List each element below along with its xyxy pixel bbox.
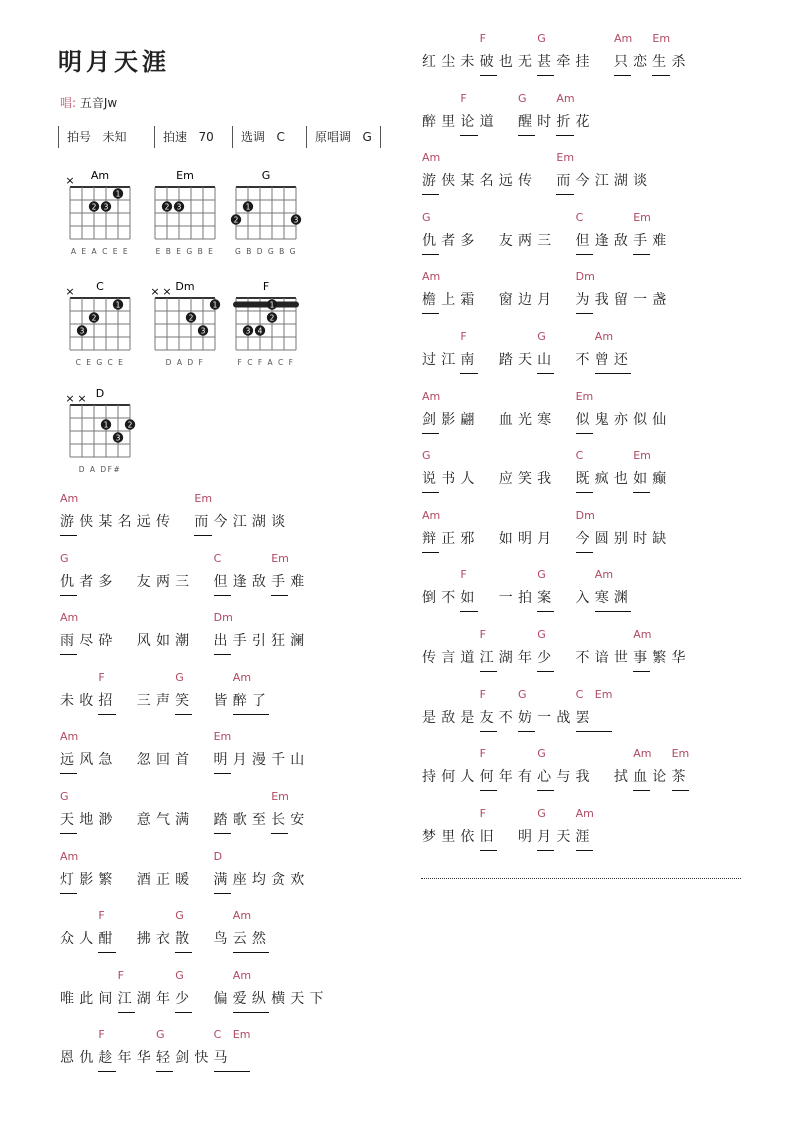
chord-underline [633, 790, 650, 791]
chord-underline [537, 671, 554, 672]
lyric-line [60, 848, 480, 908]
lyric-text: 是 敌 是 友 不 妨 一 战 罢 [422, 709, 590, 726]
chord-label: Am [60, 849, 79, 863]
finger-number: 1 [245, 202, 251, 212]
chord-label: C [213, 1028, 222, 1042]
chord-underline [480, 671, 497, 672]
chord-underline [214, 833, 231, 834]
chord-label: Am [60, 611, 79, 625]
chord-label: Em [575, 389, 594, 403]
chord-label: G [537, 32, 546, 45]
chord-label: Am [614, 32, 633, 45]
lyric-line [422, 30, 800, 90]
chord-label: Am [232, 909, 252, 923]
finger-number: 3 [245, 326, 251, 336]
chord-underline [537, 611, 554, 612]
lyric-line [422, 686, 800, 746]
chord-label: G [537, 747, 546, 761]
chord-label: G [156, 1028, 165, 1042]
finger-number: 3 [176, 202, 182, 212]
chord-underline [576, 552, 593, 553]
lyric-text: 醉 里 论 道 醒 时 折 花 [422, 113, 590, 130]
barre-icon [233, 302, 299, 308]
chord-diagram-g [226, 165, 316, 265]
finger-number: 2 [269, 313, 275, 323]
chord-label: C [575, 210, 584, 224]
lyric-text: 剑 影 翩 血 光 寒 似 鬼 亦 似 仙 [422, 411, 667, 428]
finger-number: 1 [269, 300, 275, 310]
chord-label: Em [633, 449, 651, 463]
chord-label: Em [556, 151, 575, 165]
chord-underline [214, 1071, 250, 1072]
string-notes: E B E G B E [155, 247, 215, 256]
lyric-text: 远 风 急 忽 回 首 明 月 漫 千 山 [60, 752, 305, 769]
chord-label: Am [60, 492, 79, 505]
chord-underline [460, 611, 477, 612]
chord-underline [156, 1071, 173, 1072]
chord-label: G [422, 449, 431, 463]
chord-name: G [261, 169, 271, 182]
chord-label: D [213, 849, 223, 863]
lyric-text: 持 何 人 何 年 有 心 与 我 拭 血 论 茶 [422, 769, 686, 786]
chord-diagram-dm [145, 276, 235, 376]
chord-label: F [460, 568, 467, 582]
chord-label: C [575, 687, 584, 701]
chord-label: Am [232, 670, 252, 684]
chord-underline [60, 595, 77, 596]
lyric-text: 游 侠 某 名 远 传 而 今 江 湖 谈 [60, 514, 286, 530]
finger-number: 2 [164, 202, 170, 212]
chord-underline [614, 75, 631, 76]
chord-name: D [95, 387, 105, 400]
chord-underline [576, 433, 593, 434]
chord-label: C [575, 449, 584, 463]
chord-underline [537, 790, 554, 791]
string-notes: F C F A C F [237, 358, 295, 367]
lyric-line [422, 209, 800, 269]
chord-label: Em [671, 747, 690, 761]
chord-underline [118, 1012, 135, 1013]
chord-label: Em [271, 789, 289, 803]
string-notes: A E A C E E [70, 247, 130, 256]
finger-number: 1 [212, 300, 218, 310]
chord-label: Am [60, 730, 79, 744]
chord-label: G [60, 551, 69, 565]
chord-label: Am [422, 508, 441, 522]
chord-label: G [537, 568, 546, 582]
chord-label: Dm [575, 508, 595, 522]
finger-number: 3 [103, 202, 109, 212]
lyric-line [60, 1026, 480, 1086]
chord-underline [175, 1012, 192, 1013]
chord-name: F [262, 280, 270, 293]
chord-underline [518, 135, 535, 136]
chord-underline [576, 731, 612, 732]
chord-underline [556, 194, 573, 195]
chord-label: Am [633, 627, 652, 641]
chord-label: Em [594, 687, 613, 701]
chord-underline [480, 790, 497, 791]
chord-underline [60, 833, 77, 834]
divider [421, 878, 741, 879]
chord-underline [60, 535, 77, 536]
finger-number: 1 [103, 420, 109, 430]
chord-label: F [479, 806, 486, 820]
chord-underline [633, 254, 650, 255]
lyric-line [60, 788, 480, 848]
info-time-signature: 拍号 未知 [58, 126, 154, 148]
chord-diagram-c [60, 276, 150, 376]
chord-underline [422, 492, 439, 493]
chord-label: Am [575, 806, 594, 820]
chord-underline [233, 952, 269, 953]
lyric-text: 众 人 酣 拂 衣 散 鸟 云 然 [60, 931, 266, 948]
chord-underline [537, 75, 554, 76]
lyric-text: 说 书 人 应 笑 我 既 疯 也 如 癫 [422, 471, 667, 488]
muted-string-icon: × [65, 392, 75, 405]
chord-name: Dm [175, 280, 195, 293]
info-tempo: 拍速 70 [154, 126, 232, 148]
chord-label: Am [422, 389, 441, 403]
muted-string-icon: × [162, 285, 172, 298]
chord-label: Am [422, 270, 441, 284]
chord-label: Am [633, 747, 652, 761]
finger-number: 2 [91, 313, 97, 323]
chord-underline [576, 254, 593, 255]
chord-underline [595, 373, 631, 374]
chord-underline [214, 893, 231, 894]
lyric-line [422, 626, 800, 686]
string-notes: C E G C E [75, 358, 125, 367]
info-key: 选调 C [232, 126, 306, 148]
chord-label: Em [194, 492, 213, 505]
chord-label: G [60, 789, 69, 803]
chord-underline [98, 714, 115, 715]
lyric-text: 恩 仇 趁 年 华 轻 剑 快 马 [60, 1050, 228, 1067]
lyric-line [422, 328, 800, 388]
chord-underline [633, 671, 650, 672]
lyric-line [60, 669, 480, 729]
chord-underline [633, 492, 650, 493]
chord-underline [480, 75, 497, 76]
chord-underline [98, 1071, 115, 1072]
chord-label: G [537, 329, 546, 343]
chord-underline [422, 552, 439, 553]
chord-label: F [479, 747, 486, 761]
chord-underline [60, 893, 77, 894]
chord-underline [194, 535, 211, 536]
lyric-line [422, 149, 800, 209]
finger-number: 1 [115, 300, 121, 310]
chord-label: F [98, 670, 105, 684]
lyric-text: 仇 者 多 友 两 三 但 逢 敌 手 难 [422, 232, 667, 249]
lyric-text: 唯 此 间 江 湖 年 少 偏 爱 纵 横 天 下 [60, 990, 324, 1007]
chord-label: F [460, 91, 467, 105]
lyric-text: 雨 尽 砕 风 如 潮 出 手 引 狂 澜 [60, 633, 305, 650]
chord-name: C [96, 280, 104, 293]
chord-label: G [175, 909, 184, 923]
chord-underline [422, 433, 439, 434]
chord-underline [233, 1012, 269, 1013]
chord-underline [214, 595, 231, 596]
singer-label: 唱: [60, 96, 77, 110]
chord-underline [595, 611, 631, 612]
lyric-line [60, 728, 480, 788]
lyrics-column-left [60, 490, 480, 1086]
finger-number: 3 [293, 215, 299, 225]
lyric-text: 红 尘 未 破 也 无 甚 牵 挂 只 恋 生 杀 [422, 54, 686, 70]
chord-label: Em [232, 1028, 251, 1042]
string-notes: D A DF# [78, 465, 122, 474]
muted-string-icon: × [77, 392, 87, 405]
chord-label: G [518, 687, 527, 701]
chord-underline [60, 654, 77, 655]
lyric-text: 传 言 道 江 湖 年 少 不 谙 世 事 繁 华 [422, 649, 686, 666]
lyric-line [422, 805, 800, 865]
chord-underline [480, 850, 497, 851]
chord-label: F [117, 968, 124, 982]
finger-number: 3 [115, 433, 121, 443]
singer-line [60, 94, 117, 111]
chord-underline [60, 773, 77, 774]
chord-underline [271, 833, 288, 834]
chord-label: F [98, 909, 105, 923]
chord-underline [422, 194, 439, 195]
chord-label: G [175, 670, 184, 684]
muted-string-icon: × [65, 174, 75, 187]
chord-underline [271, 595, 288, 596]
chord-label: Em [271, 551, 289, 565]
lyric-line [60, 550, 480, 610]
chord-label: G [537, 806, 546, 820]
chord-name: Am [90, 169, 110, 182]
chord-label: F [98, 1028, 105, 1042]
chord-name: Em [176, 169, 194, 182]
chord-underline [576, 313, 593, 314]
chord-label: Em [633, 210, 651, 224]
finger-number: 3 [79, 326, 85, 336]
chord-diagram-am [60, 165, 150, 265]
chord-label: Dm [213, 611, 233, 625]
chord-underline [422, 254, 439, 255]
string-notes: D A D F [165, 358, 205, 367]
lyrics-column-right [422, 30, 800, 864]
chord-label: Am [232, 968, 252, 982]
chord-diagram-f [226, 276, 316, 376]
chord-label: F [479, 687, 486, 701]
chord-label: Em [652, 32, 671, 45]
lyric-text: 檐 上 霜 窗 边 月 为 我 留 一 盏 [422, 292, 667, 309]
lyric-line [422, 447, 800, 507]
info-original-key: 原唱调 G [306, 126, 380, 148]
chord-label: C [213, 551, 222, 565]
chord-underline [175, 952, 192, 953]
lyric-line [60, 967, 480, 1027]
chord-underline [576, 850, 593, 851]
lyric-text: 梦 里 依 旧 明 月 天 涯 [422, 828, 590, 845]
chord-underline [214, 773, 231, 774]
chord-underline [233, 714, 269, 715]
lyric-line [422, 745, 800, 805]
song-info-bar [58, 126, 380, 148]
chord-label: G [537, 627, 546, 641]
lyric-text: 灯 影 繁 酒 正 暖 满 座 均 贪 欢 [60, 871, 305, 888]
lyric-text: 倒 不 如 一 拍 案 入 寒 渊 [422, 590, 628, 607]
chord-underline [460, 135, 477, 136]
lyric-line [60, 609, 480, 669]
chord-underline [576, 492, 593, 493]
singer-name: 五音Jw [79, 96, 118, 110]
lyric-line [422, 268, 800, 328]
lyric-text: 仇 者 多 友 两 三 但 逢 敌 手 难 [60, 573, 305, 590]
chord-label: Em [213, 730, 232, 744]
chord-underline [672, 790, 689, 791]
finger-number: 2 [188, 313, 194, 323]
lyric-text: 天 地 渺 意 气 满 踏 歌 至 长 安 [60, 811, 305, 828]
lyric-text: 过 江 南 踏 天 山 不 曾 还 [422, 351, 628, 368]
lyric-line [60, 490, 480, 550]
chord-underline [98, 952, 115, 953]
chord-label: G [518, 91, 527, 105]
chord-underline [537, 850, 554, 851]
chord-underline [460, 373, 477, 374]
chord-diagram-d [60, 383, 150, 483]
chord-underline [537, 373, 554, 374]
chord-underline [422, 313, 439, 314]
finger-number: 1 [115, 189, 121, 199]
muted-string-icon: × [65, 285, 75, 298]
chord-label: Am [594, 568, 614, 582]
chord-underline [480, 731, 497, 732]
lyric-line [422, 507, 800, 567]
chord-diagram-em [145, 165, 235, 265]
chord-label: Am [556, 91, 575, 105]
song-title: 明月天涯 [58, 48, 170, 76]
finger-number: 4 [257, 326, 263, 336]
muted-string-icon: × [150, 285, 160, 298]
chord-label: G [175, 968, 184, 982]
finger-number: 2 [91, 202, 97, 212]
chord-underline [214, 654, 231, 655]
lyric-line [422, 388, 800, 448]
finger-number: 2 [233, 215, 239, 225]
lyric-line [422, 566, 800, 626]
chord-label: F [479, 32, 486, 45]
chord-label: Am [422, 151, 441, 165]
chord-underline [175, 714, 192, 715]
chord-label: F [479, 627, 486, 641]
lyric-text: 游 侠 某 名 远 传 而 今 江 湖 谈 [422, 173, 648, 190]
lyric-text: 辩 正 邪 如 明 月 今 圆 别 时 缺 [422, 530, 667, 547]
chord-label: G [422, 210, 431, 224]
chord-underline [556, 135, 573, 136]
finger-number: 2 [127, 420, 133, 430]
lyric-text: 未 收 招 三 声 笑 皆 醉 了 [60, 692, 266, 709]
lyric-line [422, 90, 800, 150]
string-notes: G B D G B G [235, 247, 297, 256]
chord-label: F [460, 329, 467, 343]
chord-label: Dm [575, 270, 595, 284]
lyric-line [60, 907, 480, 967]
chord-label: Am [594, 329, 614, 343]
chord-underline [518, 731, 535, 732]
chord-underline [652, 75, 669, 76]
finger-number: 3 [200, 326, 206, 336]
